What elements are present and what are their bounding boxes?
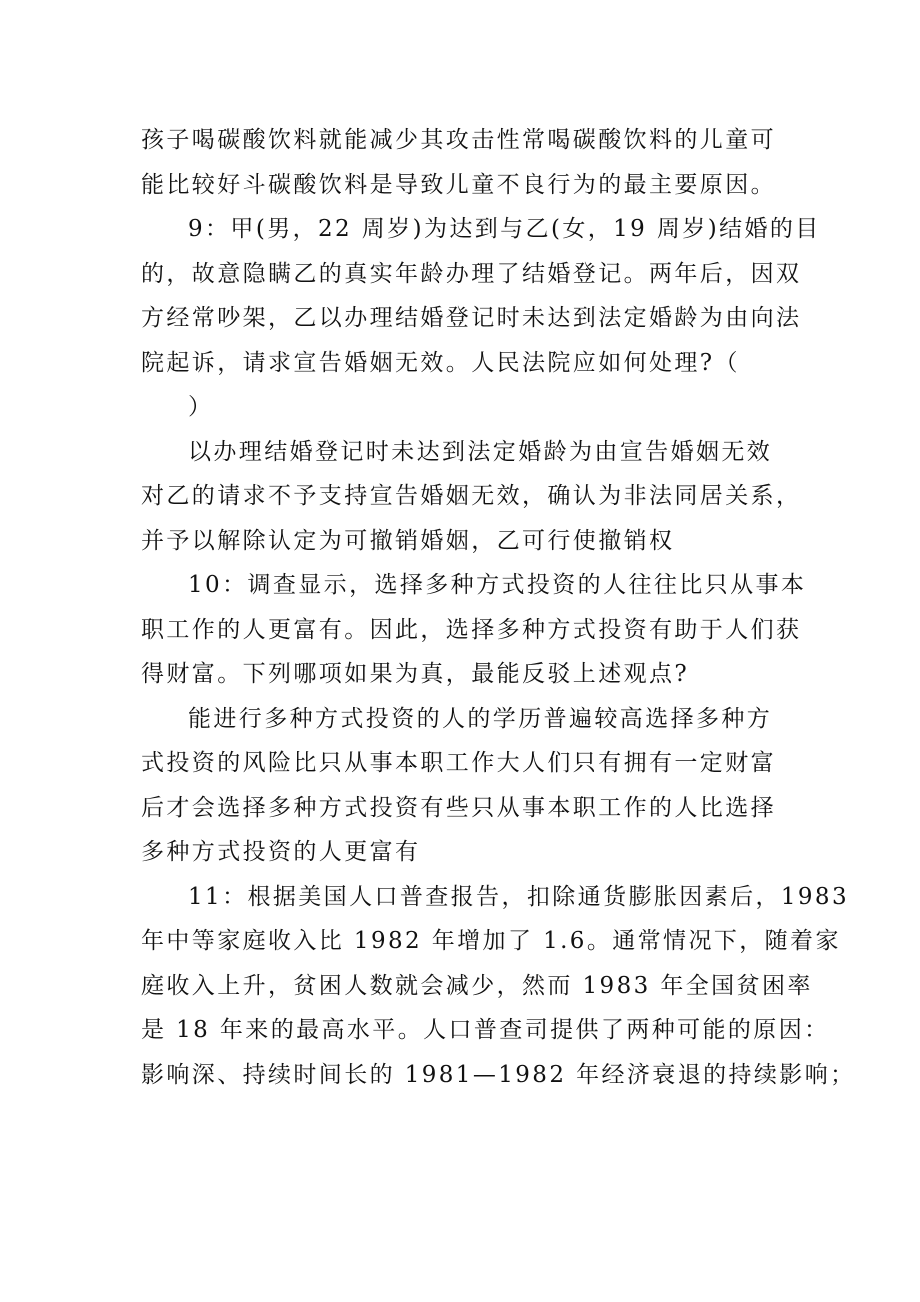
text-line: 庭收入上升，贫困人数就会减少，然而 1983 年全国贫困率 <box>141 972 813 999</box>
text-line: 对乙的请求不予支持宣告婚姻无效，确认为非法同居关系， <box>141 483 802 509</box>
text-line: 影响深、持续时间长的 1981—1982 年经济衰退的持续影响； <box>141 1061 856 1088</box>
question-10-line: 10：调查显示，选择多种方式投资的人往往比只从事本 <box>188 572 807 598</box>
text-line: 院起诉，请求宣告婚姻无效。人民法院应如何处理?（ <box>141 349 740 376</box>
text-line: 是 18 年来的最高水平。人口普查司提供了两种可能的原因： <box>141 1017 830 1043</box>
text-line: 式投资的风险比只从事本职工作大人们只有拥有一定财富 <box>141 750 776 776</box>
options-line: 能进行多种方式投资的人的学历普遍较高选择多种方 <box>188 705 773 732</box>
question-11-line: 11：根据美国人口普查报告，扣除通货膨胀因素后，1983 <box>188 883 849 910</box>
document-body <box>141 118 856 1097</box>
text-line: 并予以解除认定为可撤销婚姻，乙可行使撤销权 <box>141 527 675 554</box>
text-line: 年中等家庭收入比 1982 年增加了 1.6。通常情况下，随着家 <box>141 928 841 954</box>
text-line: 的，故意隐瞒乙的真实年龄办理了结婚登记。两年后，因双 <box>141 260 802 287</box>
answer-blank-line: ） <box>188 394 214 420</box>
text-line: 后才会选择多种方式投资有些只从事本职工作的人比选择 <box>141 794 776 821</box>
text-line: 职工作的人更富有。因此，选择多种方式投资有助于人们获 <box>141 616 802 643</box>
text-line: 多种方式投资的人更富有 <box>141 839 421 865</box>
text-line: 孩子喝碳酸饮料就能减少其攻击性常喝碳酸饮料的儿童可 <box>141 127 776 153</box>
text-line: 得财富。下列哪项如果为真，最能反驳上述观点? <box>141 661 690 687</box>
text-line: 能比较好斗碳酸饮料是导致儿童不良行为的最主要原因。 <box>141 171 776 198</box>
question-9-line: 9：甲(男，22 周岁)为达到与乙(女，19 周岁)结婚的目 <box>188 216 821 242</box>
text-line: 方经常吵架，乙以办理结婚登记时未达到法定婚龄为由向法 <box>141 305 802 331</box>
options-line: 以办理结婚登记时未达到法定婚龄为由宣告婚姻无效 <box>188 438 773 465</box>
